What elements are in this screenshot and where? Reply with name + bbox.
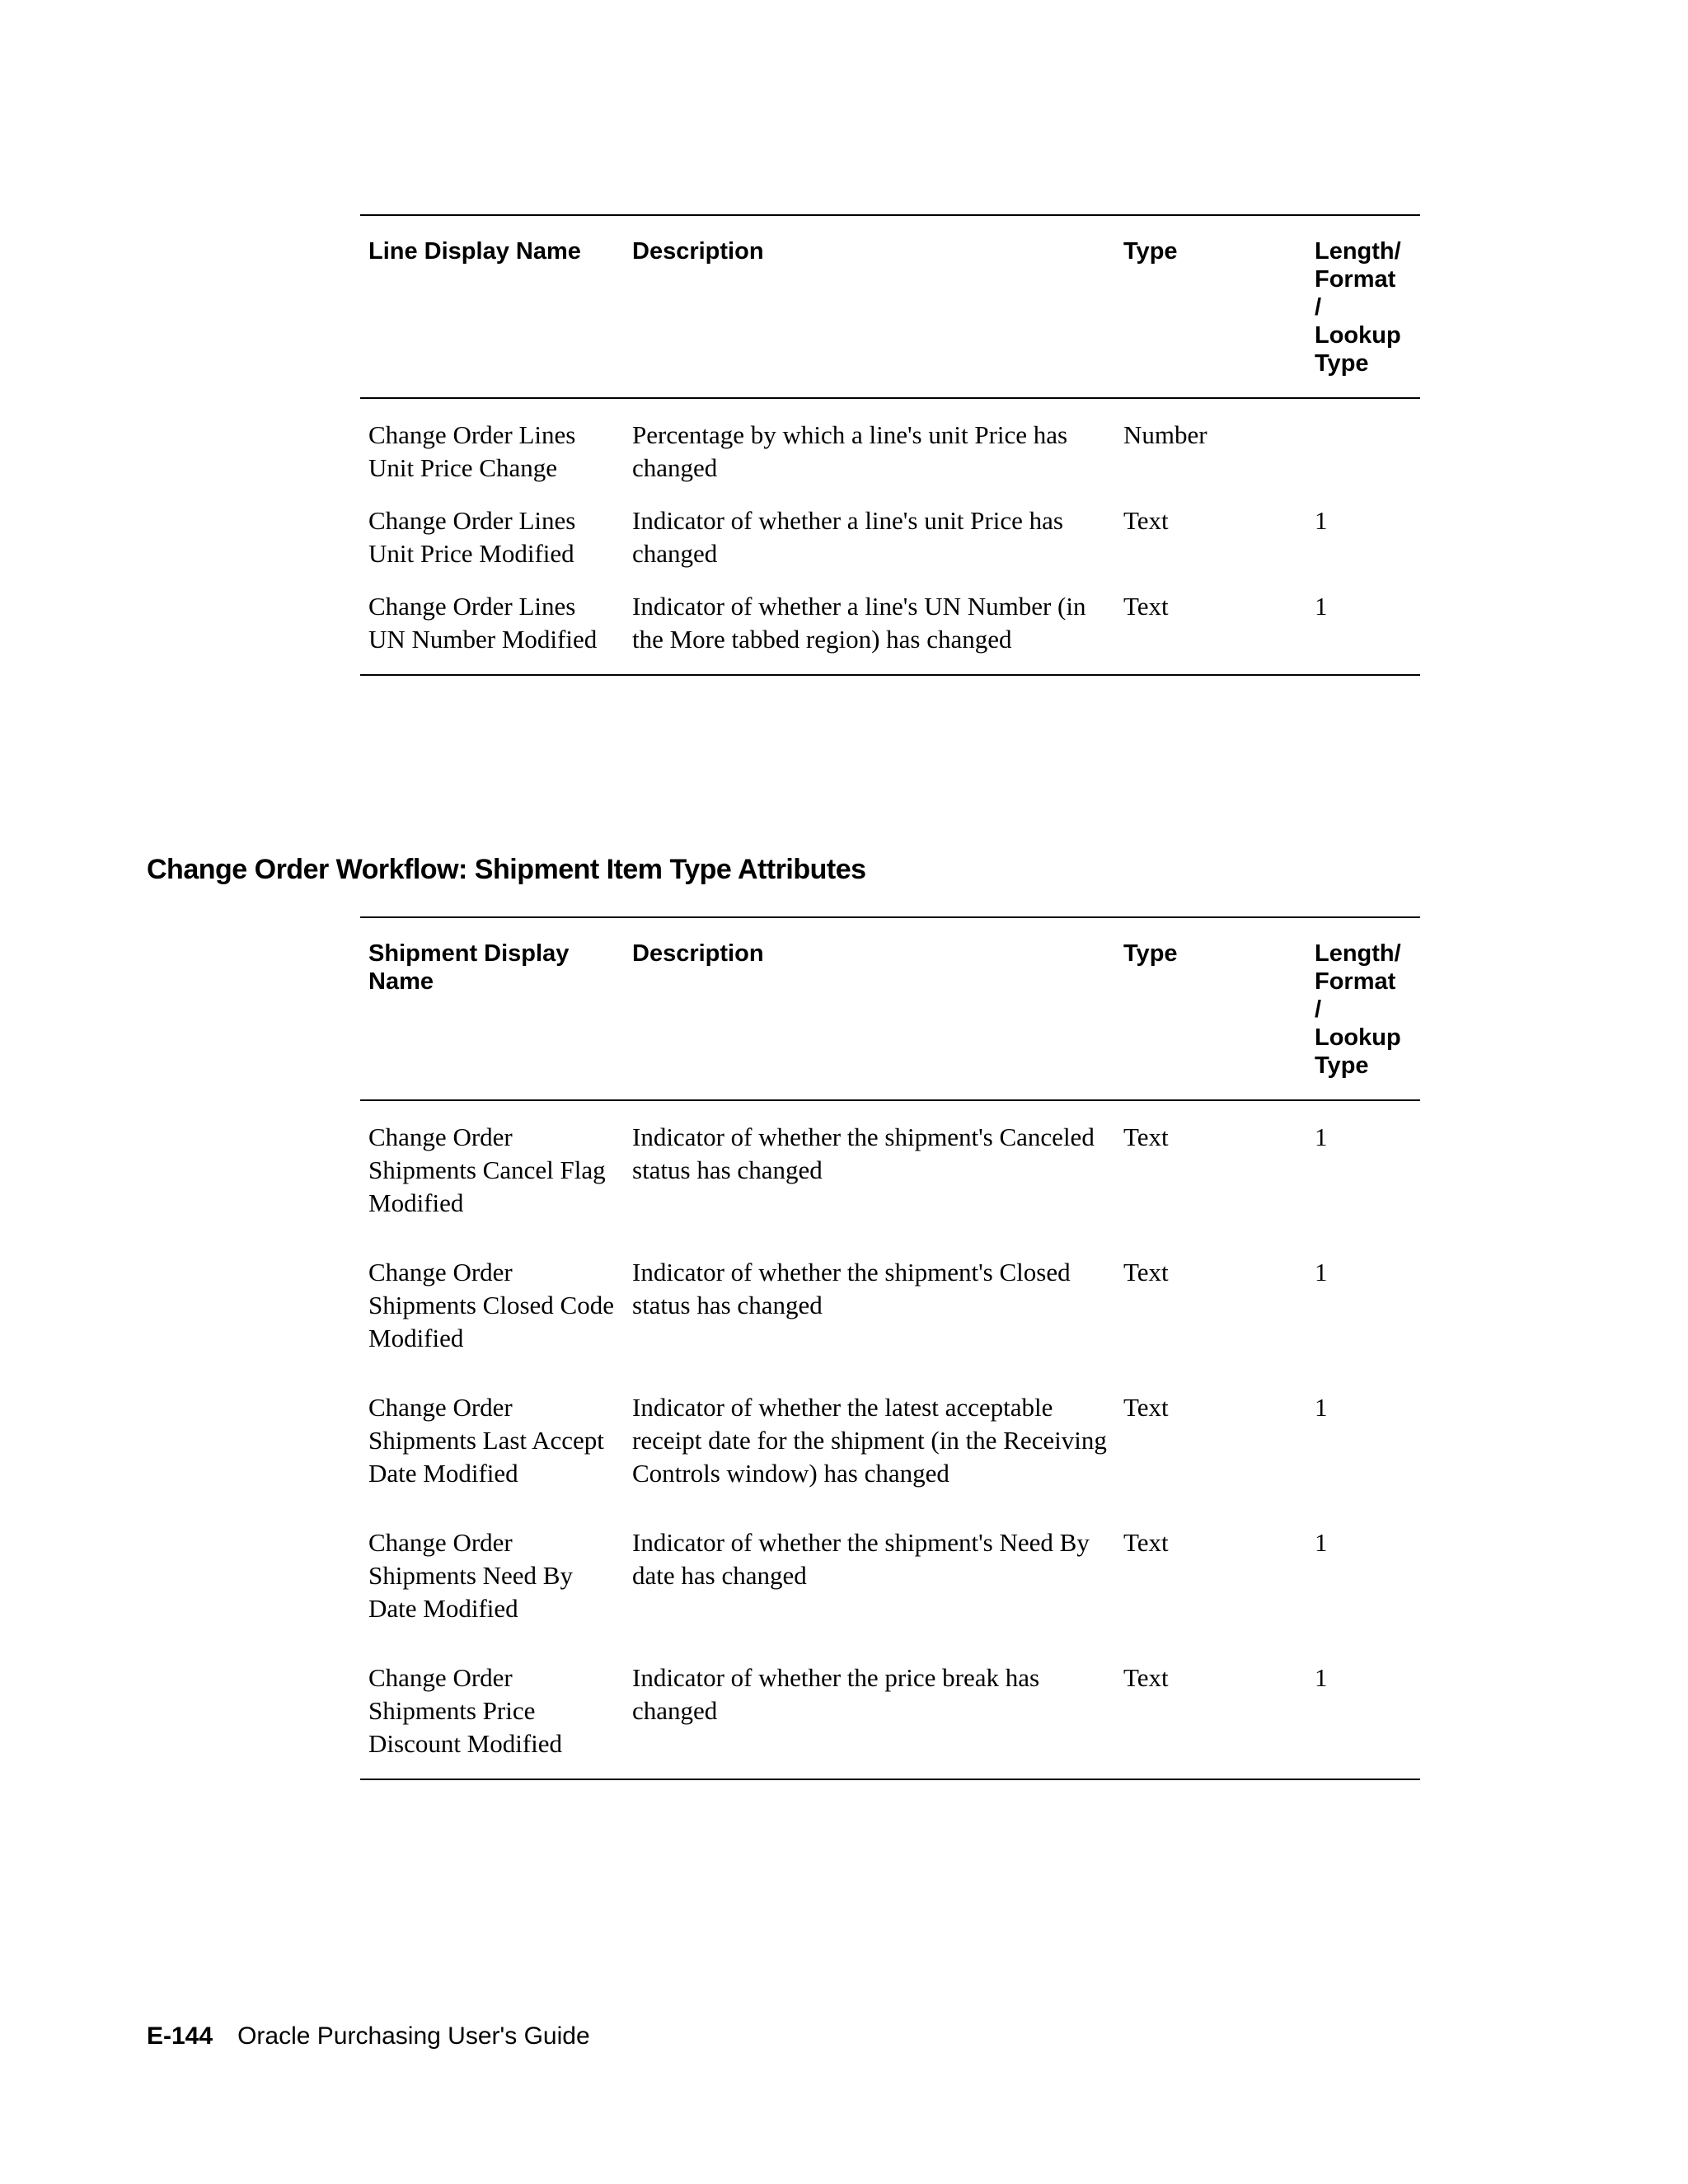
section-heading: Change Order Workflow: Shipment Item Type Attributes [147,854,866,885]
line-attributes-table [360,214,1420,676]
cell-type: Text [1123,1528,1169,1557]
cell-description: Percentage by which a line's unit Price has changed [632,420,1068,482]
header-type: Type [1123,238,1178,265]
shipment-attributes-table [360,916,1420,1780]
header-description: Description [632,940,764,967]
table-header-row [360,215,1420,398]
cell-display-name: Change Order Shipments Last Accept Date Modified [368,1393,604,1488]
cell-type: Text [1123,506,1169,535]
cell-display-name: Change Order Lines UN Number Modified [368,592,598,654]
cell-description: Indicator of whether a line's UN Number (in the More tabbed region) has changed [632,592,1086,654]
cell-length: 1 [1315,1258,1328,1286]
cell-description: Indicator of whether the shipment's Closed status has changed [632,1258,1071,1319]
cell-display-name: Change Order Shipments Closed Code Modified [368,1258,614,1352]
cell-length: 1 [1315,1663,1328,1692]
header-length-format-lookup-type: Length/ Format / Lookup Type [1315,940,1401,1079]
cell-display-name: Change Order Shipments Cancel Flag Modified [368,1122,606,1217]
table-row [360,1652,1420,1779]
cell-display-name: Change Order Lines Unit Price Modified [368,506,576,568]
table-row [360,1381,1420,1516]
cell-type: Text [1123,592,1169,621]
cell-description: Indicator of whether the price break has changed [632,1663,1040,1725]
header-shipment-display-name: Shipment Display Name [368,940,570,995]
cell-type: Text [1123,1663,1169,1692]
table-row [360,1246,1420,1381]
cell-length: 1 [1315,1393,1328,1422]
table-row [360,580,1420,675]
header-line-display-name: Line Display Name [368,238,581,265]
cell-length: 1 [1315,506,1328,535]
cell-length: 1 [1315,1528,1328,1557]
header-type: Type [1123,940,1178,967]
guide-title: Oracle Purchasing User's Guide [237,2022,590,2050]
cell-type: Text [1123,1258,1169,1286]
cell-description: Indicator of whether the latest acceptable receipt date for the shipment (in the Receiving Controls window) has changed [632,1393,1107,1488]
cell-display-name: Change Order Shipments Price Discount Modified [368,1663,563,1758]
header-length-format-lookup-type: Length/ Format / Lookup Type [1315,238,1401,377]
cell-display-name: Change Order Shipments Need By Date Modified [368,1528,573,1623]
cell-length: 1 [1315,1122,1328,1151]
table-row [360,398,1420,494]
table-row [360,494,1420,580]
cell-length [1306,398,1420,494]
page-footer [147,2022,590,2051]
cell-display-name: Change Order Lines Unit Price Change [368,420,576,482]
cell-type: Text [1123,1393,1169,1422]
table-row [360,1516,1420,1652]
table-header-row [360,917,1420,1100]
table-row [360,1100,1420,1246]
cell-type: Text [1123,1122,1169,1151]
cell-type: Number [1123,420,1207,449]
cell-description: Indicator of whether the shipment's Need By date has changed [632,1528,1090,1590]
header-description: Description [632,238,764,265]
cell-description: Indicator of whether the shipment's Canceled status has changed [632,1122,1095,1184]
cell-length: 1 [1315,592,1328,621]
page-number: E-144 [147,2022,213,2050]
cell-description: Indicator of whether a line's unit Price has changed [632,506,1063,568]
